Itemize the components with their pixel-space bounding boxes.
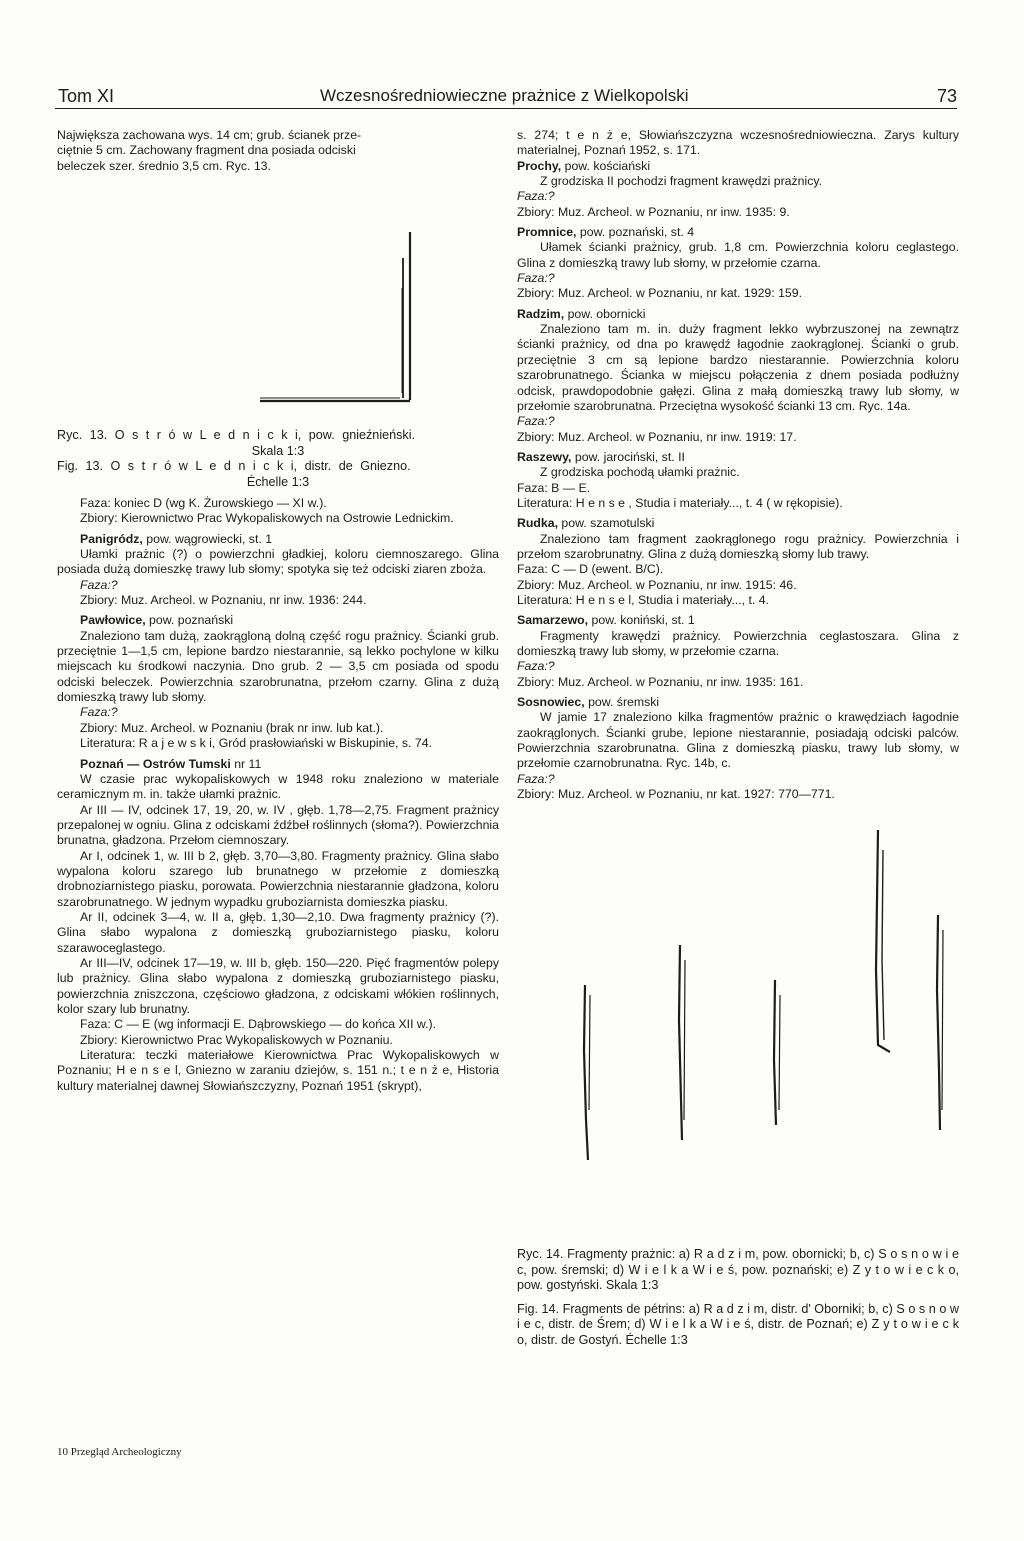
site-name: Raszewy, bbox=[517, 449, 572, 464]
entry-text: Ar II, odcinek 3—4, w. II a, głęb. 1,30—2,10. Dwa fragmenty prażnicy (?). Glina słabo wypalona z domieszką gruboziarnistego piasku, koloru szarawoceglastego. bbox=[57, 909, 499, 955]
zbiory-line: Zbiory: Kierownictwo Prac Wykopaliskowych na Ostrowie Lednickim. bbox=[80, 511, 454, 526]
caption-fr-scale: Échelle 1:3 bbox=[246, 474, 310, 489]
literatura-line: Literatura: H e n s e , Studia i materiały..., t. 4 ( w rękopisie). bbox=[517, 495, 843, 510]
faza-line: Faza: C — D (ewent. B/C). bbox=[517, 562, 664, 577]
entry-radzim-heading bbox=[517, 307, 959, 322]
entry-text: Ar III—IV, odcinek 17—19, w. III b, głęb. 150—220. Pięć fragmentów polepy lub prażnicy. Glina słabo wypalona z domieszką gruboziarnistego piasku, powierzchnia zniszczona, częściowo gładzona, z odciskami włókien roślinnych, kolor szary lub brunatny. bbox=[57, 955, 499, 1016]
continued-text: s. 274; t e n ż e, Słowiańszczyzna wczesnośredniowieczna. Zarys kultury materialnej, Poznań 1952, s. 171. bbox=[517, 128, 959, 158]
site-name: Pawłowice, bbox=[80, 613, 146, 628]
site-location: pow. koniński, st. 1 bbox=[591, 613, 695, 628]
left-column bbox=[57, 496, 499, 1094]
entry-raszewy-heading bbox=[517, 450, 959, 465]
entry-text: Znaleziono tam m. in. duży fragment lekko wybrzuszonej na zewnątrz ścianki prażnicy, od dna po krawędź łagodnie zaokrąglonej. Ścianki o grub. przeciętnie 3 cm są lepione bardzo niestarannie. Powierzchnia koloru szarobrunatnego. Ścianka w miejscu połączenia z dnem posiada podłużny odcisk, prawdopodobnie gałęzi. Glina z małą domieszką trawy lub słomy, w przełomie szarobrunatna. Przeciętna wysokość ścianki 13 cm. Ryc. 14a. bbox=[517, 322, 959, 413]
site-name: Sosnowiec, bbox=[517, 695, 585, 710]
faza-line: Faza:? bbox=[80, 577, 118, 592]
site-name: Prochy, bbox=[517, 158, 562, 173]
faza-line: Faza:? bbox=[517, 771, 555, 786]
entry-text: W czasie prac wykopaliskowych w 1948 roku znaleziono w materiale ceramicznym m. in. także ułamki prażnic. bbox=[57, 771, 499, 802]
faza-line: Faza:? bbox=[517, 271, 555, 286]
figure-13-caption bbox=[57, 428, 499, 490]
zbiory-line: Zbiory: Muz. Archeol. w Poznaniu, nr inw. 1936: 244. bbox=[80, 593, 367, 608]
entry-samarzewo-heading bbox=[517, 613, 959, 628]
site-name: Promnice, bbox=[517, 225, 577, 240]
site-name: Panigródz, bbox=[80, 531, 143, 546]
text-line: beleczek szer. średnio 3,5 cm. Ryc. 13. bbox=[57, 158, 271, 173]
running-title: Wczesnośredniowieczne prażnice z Wielkopolski bbox=[320, 86, 689, 105]
literatura-line: Literatura: R a j e w s k i, Gród prasłowiański w Biskupinie, s. 74. bbox=[80, 736, 432, 751]
entry-text: Z grodziska II pochodzi fragment krawędzi prażnicy. bbox=[540, 174, 823, 189]
running-header bbox=[55, 86, 957, 109]
volume-label: Tom XI bbox=[58, 86, 115, 106]
zbiory-line: Zbiory: Muz. Archeol. w Poznaniu (brak nr inw. lub kat.). bbox=[80, 720, 384, 735]
entry-text: Znaleziono tam dużą, zaokrągloną dolną część rogu prażnicy. Ścianki grub. przeciętnie 1—1,5 cm, lepione bardzo niestarannie, są lekko pochylone w kilku miejscach ku środkowi naczynia. Dno grub. 2 — 3,5 cm posiada od spodu odciski beleczek. Powierzchnia szarobrunatna, przełom czarny. Glina z dużą domieszką trawy lub słomy. bbox=[57, 628, 499, 705]
entry-poznan-heading bbox=[57, 757, 499, 772]
site-location: pow. wągrowiecki, st. 1 bbox=[146, 531, 273, 546]
site-name: Poznań — Ostrów Tumski bbox=[80, 756, 231, 771]
caption-pl-scale: Skala 1:3 bbox=[251, 443, 305, 458]
site-location: pow. śremski bbox=[588, 695, 660, 710]
caption-fr: Fig. 13. O s t r ó w L e d n i c k i, distr. de Gniezno. bbox=[57, 459, 411, 473]
zbiory-line: Zbiory: Kierownictwo Prac Wykopaliskowych w Poznaniu. bbox=[80, 1032, 393, 1047]
faza-line: Faza: C — E (wg informacji E. Dąbrowskiego — do końca XII w.). bbox=[80, 1017, 437, 1032]
page-number: 73 bbox=[936, 86, 957, 106]
faza-line: Faza:? bbox=[517, 659, 555, 674]
faza-line: Faza:? bbox=[517, 414, 555, 429]
entry-text: Ułamki prażnic (?) o powierzchni gładkiej, koloru ciemnoszarego. Glina posiada dużą domieszkę trawy lub słomy; spotyka się też odciski ziaren zboża. bbox=[57, 547, 499, 577]
literatura-line: Literatura: H e n s e l, Studia i materiały..., t. 4. bbox=[517, 592, 769, 607]
caption-pl: Ryc. 13. O s t r ó w L e d n i c k i, pow. gnieźnieński. bbox=[57, 428, 416, 442]
site-location: pow. poznański bbox=[149, 613, 234, 628]
zbiory-line: Zbiory: Muz. Archeol. w Poznaniu, nr inw. 1935: 161. bbox=[517, 674, 804, 689]
faza-line: Faza: koniec D (wg K. Żurowskiego — XI w.). bbox=[80, 496, 327, 510]
entry-text: Z grodziska pochodą ułamki prażnic. bbox=[540, 465, 740, 480]
site-location: pow. obornicki bbox=[567, 306, 646, 321]
entry-prochy-heading bbox=[517, 159, 959, 174]
entry-text: W jamie 17 znaleziono kilka fragmentów prażnic o krawędziach łagodnie zaokrąglonych. Ścianki grube, lepione niestarannie, posiadają odciski palców. Powierzchnia szarobrunatna. Glina z domieszką piasku, trawy lub słomy, w przełomie czarnobrunatna. Ryc. 14b, c. bbox=[517, 710, 959, 771]
left-top-text bbox=[57, 128, 499, 174]
site-location: pow. poznański, st. 4 bbox=[579, 225, 695, 240]
literatura-line: Literatura: teczki materiałowe Kierownictwa Prac Wykopaliskowych w Poznaniu; H e n s e l, Gniezno w zaraniu dziejów, s. 151 n.; t e n ż e, Historia kultury materialnej dawnej Słowiańszczyzny, Poznań 1951 (skrypt), bbox=[57, 1048, 499, 1093]
caption-pl: Ryc. 14. Fragmenty prażnic: a) R a d z i m, pow. obornicki; b, c) S o s n o w i e c, pow. śremski; d) W i e l k a W i e ś, pow. poznański; e) Z y t o w i e c k o, pow. gostyński. Skala 1:3 bbox=[517, 1247, 959, 1292]
site-location: pow. szamotulski bbox=[561, 516, 655, 531]
caption-fr: Fig. 14. Fragments de pétrins: a) R a d z i m, distr. d' Oborniki; b, c) S o s n o w i e c, distr. de Śrem; d) W i e l k a W i e ś, distr. de Poznań; e) Z y t o w i e c k o, distr. de Gostyń. Échelle 1:3 bbox=[517, 1301, 959, 1347]
entry-text: Znaleziono tam fragment zaokrąglonego rogu prażnicy. Powierzchnia i przełom szarobrunatny. Glina z dużą domieszką słomy lub trawy. bbox=[517, 531, 959, 561]
entry-text: Ułamek ścianki prażnicy, grub. 1,8 cm. Powierzchnia koloru ceglastego. Glina z domieszką trawy lub słomy, w przełomie czarna. bbox=[517, 240, 959, 270]
entry-text: Ar III — IV, odcinek 17, 19, 20, w. IV , głęb. 1,78—2,75. Fragment prażnicy przepalonej w ogniu. Glina z odciskami źdźbeł roślinnych (słoma?). Powierzchnia brunatna, gładzona. Przełom ciemnoszary. bbox=[57, 802, 499, 848]
faza-line: Faza: B — E. bbox=[517, 480, 591, 495]
zbiory-line: Zbiory: Muz. Archeol. w Poznaniu, nr kat. 1929: 159. bbox=[517, 286, 803, 301]
entry-panigrodz-heading bbox=[57, 532, 499, 547]
figure-14-drawing bbox=[560, 820, 960, 1220]
entry-text: Fragmenty krawędzi prażnicy. Powierzchnia ceglastoszara. Glina z domieszką trawy lub słomy, w przełomie czarna. bbox=[517, 628, 959, 658]
site-location: nr 11 bbox=[234, 756, 262, 771]
entry-pawlowice-heading bbox=[57, 613, 499, 628]
zbiory-line: Zbiory: Muz. Archeol. w Poznaniu, nr kat. 1927: 770—771. bbox=[517, 787, 835, 802]
entry-text: Ar I, odcinek 1, w. III b 2, głęb. 3,70—3,80. Fragmenty prażnicy. Glina słabo wypalona koloru szarego lub brunatnego w przełomie z domieszką drobnoziarnistego piasku, porowata. Powierzchnia niestarannie gładzona, koloru szarobrunatnego. W jednym wypadku gruboziarnista domieszka piasku. bbox=[57, 848, 499, 909]
site-name: Rudka, bbox=[517, 516, 558, 531]
entry-sosnowiec-heading bbox=[517, 695, 959, 710]
faza-line: Faza:? bbox=[80, 705, 118, 720]
text-line: Największa zachowana wys. 14 cm; grub. ścianek prze- bbox=[57, 128, 362, 142]
entry-promnice-heading bbox=[517, 225, 959, 240]
faza-line: Faza:? bbox=[517, 189, 555, 204]
zbiory-line: Zbiory: Muz. Archeol. w Poznaniu, nr inw. 1935: 9. bbox=[517, 204, 790, 219]
figure-13-drawing bbox=[240, 228, 420, 408]
right-column bbox=[517, 128, 959, 802]
site-location: pow. jarociński, st. II bbox=[574, 449, 685, 464]
zbiory-line: Zbiory: Muz. Archeol. w Poznaniu, nr inw. 1915: 46. bbox=[517, 577, 797, 592]
text-line: ciętnie 5 cm. Zachowany fragment dna posiada odciski bbox=[57, 143, 356, 158]
site-name: Samarzewo, bbox=[517, 613, 589, 628]
figure-14-caption bbox=[517, 1247, 959, 1348]
signature-footer: 10 Przegląd Archeologiczny bbox=[57, 1446, 182, 1458]
zbiory-line: Zbiory: Muz. Archeol. w Poznaniu, nr inw. 1919: 17. bbox=[517, 429, 797, 444]
entry-rudka-heading bbox=[517, 516, 959, 531]
site-name: Radzim, bbox=[517, 306, 565, 321]
site-location: pow. kościański bbox=[564, 158, 651, 173]
